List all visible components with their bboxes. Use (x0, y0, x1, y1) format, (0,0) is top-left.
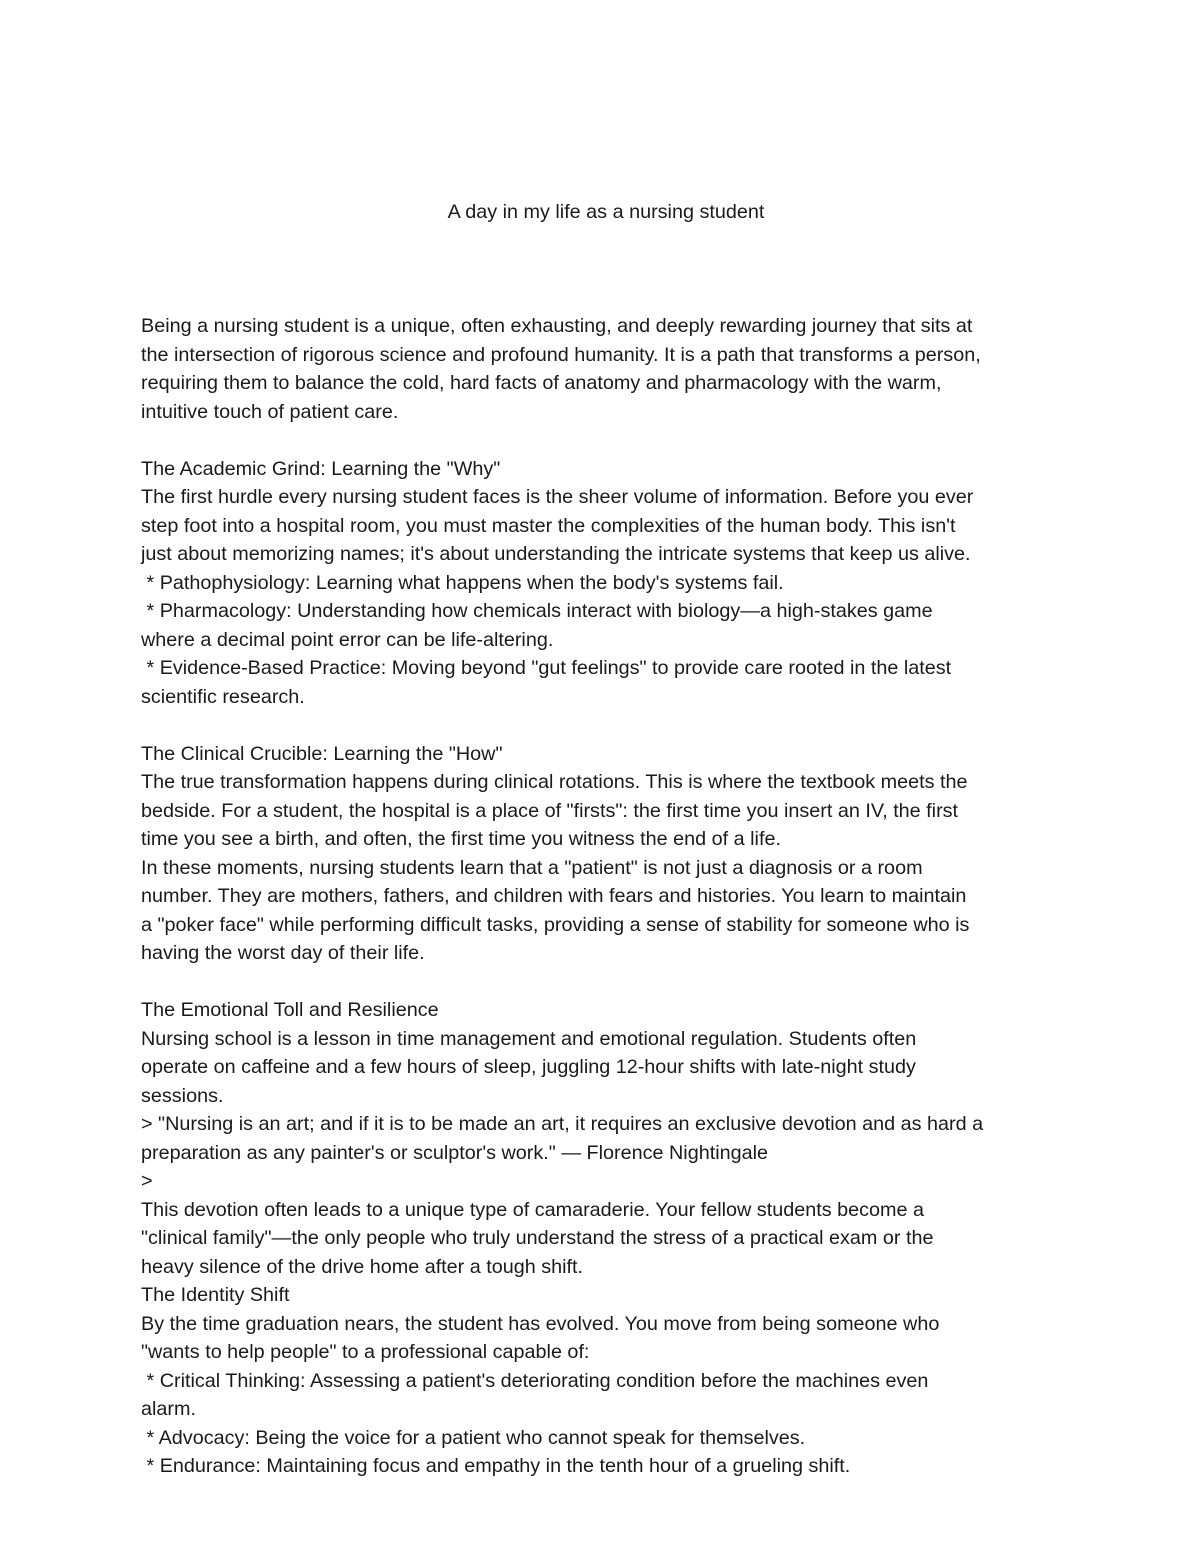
text-line: Nursing school is a lesson in time management and emotional regulation. Students often (141, 1027, 917, 1050)
text-line: step foot into a hospital room, you must master the complexities of the human body. This isn't (141, 514, 956, 537)
text-line: This devotion often leads to a unique type of camaraderie. Your fellow students become a (141, 1198, 924, 1221)
text-line: "wants to help people" to a professional capable of: (141, 1341, 590, 1363)
text-line: * Advocacy: Being the voice for a patient who cannot speak for themselves. (141, 1426, 806, 1449)
text-line: alarm. (141, 1398, 196, 1420)
text-line: The true transformation happens during clinical rotations. This is where the textbook meets the (141, 771, 968, 793)
text-line: scientific research. (141, 685, 305, 708)
document-body (141, 141, 1071, 1538)
text-line: * Endurance: Maintaining focus and empathy in the tenth hour of a grueling shift. (141, 1455, 851, 1477)
text-line (141, 968, 1071, 997)
text-line: > "Nursing is an art; and if it is to be made an art, it requires an exclusive devotion and as hard a (141, 1113, 984, 1135)
text-line: The Academic Grind: Learning the "Why" (141, 457, 501, 480)
text-line: In these moments, nursing students learn that a "patient" is not just a diagnosis or a room (141, 856, 923, 879)
text-line: time you see a birth, and often, the first time you witness the end of a life. (141, 828, 781, 850)
text-line: Being a nursing student is a unique, often exhausting, and deeply rewarding journey that sits at (141, 315, 973, 337)
document-title: A day in my life as a nursing student (447, 201, 765, 223)
text-line (141, 711, 1071, 740)
text-line: number. They are mothers, fathers, and children with fears and histories. You learn to maintain (141, 885, 967, 907)
text-line: The Clinical Crucible: Learning the "How" (141, 742, 503, 765)
text-line: By the time graduation nears, the student has evolved. You move from being someone who (141, 1312, 940, 1335)
text-line: sessions. (141, 1084, 224, 1107)
text-line: a "poker face" while performing difficult tasks, providing a sense of stability for someone who is (141, 913, 970, 936)
text-line: The first hurdle every nursing student faces is the sheer volume of information. Before you ever (141, 486, 974, 508)
text-line: where a decimal point error can be life-altering. (141, 628, 554, 651)
text-line (141, 284, 1071, 313)
text-line: the intersection of rigorous science and profound humanity. It is a path that transforms a person, (141, 343, 981, 366)
text-line: * Pathophysiology: Learning what happens when the body's systems fail. (141, 571, 784, 594)
text-line: just about memorizing names; it's about understanding the intricate systems that keep us alive. (141, 543, 971, 565)
text-line: heavy silence of the drive home after a tough shift. (141, 1255, 584, 1278)
text-line: The Emotional Toll and Resilience (141, 999, 439, 1021)
text-line: * Pharmacology: Understanding how chemicals interact with biology—a high-stakes game (141, 600, 933, 622)
text-line: * Critical Thinking: Assessing a patient's deteriorating condition before the machines even (141, 1369, 929, 1392)
text-line: > (141, 1170, 153, 1192)
text-line: "clinical family"—the only people who truly understand the stress of a practical exam or the (141, 1227, 934, 1249)
document-lines (141, 284, 1071, 1481)
text-line: * Evidence-Based Practice: Moving beyond "gut feelings" to provide care rooted in the latest (141, 657, 952, 679)
text-line (141, 426, 1071, 455)
text-line: bedside. For a student, the hospital is a place of "firsts": the first time you insert an IV, the first (141, 799, 959, 822)
text-line: having the worst day of their life. (141, 942, 425, 964)
text-line: The Identity Shift (141, 1284, 290, 1306)
text-line: operate on caffeine and a few hours of sleep, juggling 12-hour shifts with late-night study (141, 1056, 916, 1078)
text-line: intuitive touch of patient care. (141, 400, 399, 423)
text-line: requiring them to balance the cold, hard facts of anatomy and pharmacology with the warm, (141, 372, 942, 394)
text-line: preparation as any painter's or sculptor's work." — Florence Nightingale (141, 1141, 768, 1164)
